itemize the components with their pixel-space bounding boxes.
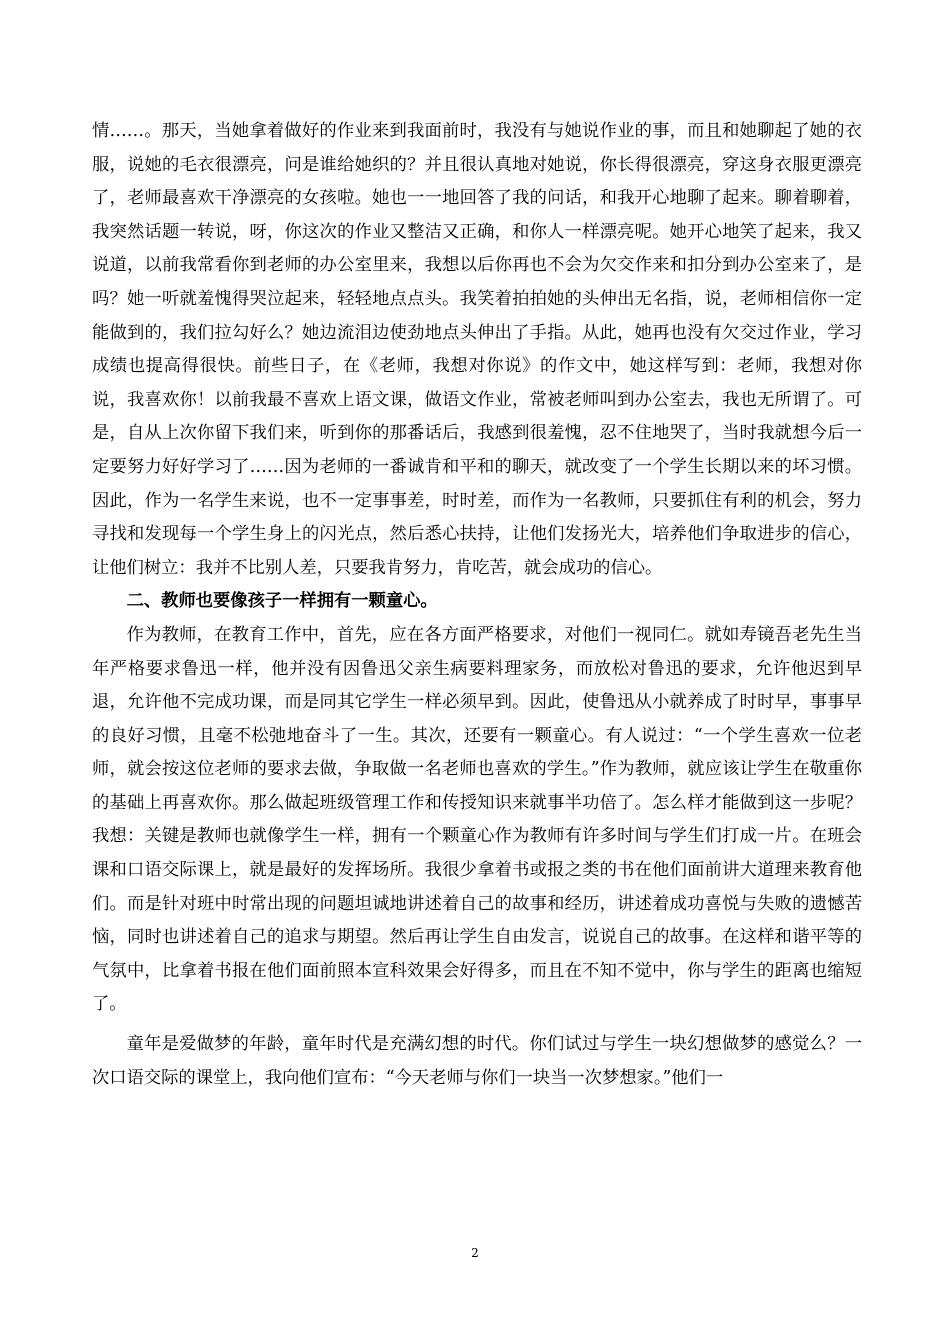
document-page bbox=[92, 115, 862, 1095]
section-heading: 二、教师也要像孩子一样拥有一颗童心。 bbox=[126, 591, 438, 612]
paragraph-3: 童年是爱做梦的年龄，童年时代是充满幻想的时代。你们试过与学生一块幻想做梦的感觉么？一次口语交际的课堂上，我向他们宣布：“今天老师与你们一块当一次梦想家。”他们一 bbox=[92, 1034, 862, 1088]
paragraph-2: 作为教师，在教育工作中，首先，应在各方面严格要求，对他们一视同仁。就如寿镜吾老先生当年严格要求鲁迅一样，他并没有因鲁迅父亲生病要料理家务，而放松对鲁迅的要求，允许他迟到早退，允许他不完成功课，而是同其它学生一样必须早到。因此，使鲁迅从小就养成了时时早，事事早的良好习惯，且毫不松弛地奋斗了一生。其次，还要有一颗童心。有人说过：“一个学生喜欢一位老师，就会按这位老师的要求去做，争取做一名老师也喜欢的学生。”作为教师，就应该让学生在敬重你的基础上再喜欢你。那么做起班级管理工作和传授知识来就事半功倍了。怎么样才能做到这一步呢？我想：关键是教师也就像学生一样，拥有一个颗童心作为教师有许多时间与学生们打成一片。在班会课和口语交际课上，就是最好的发挥场所。我很少拿着书或报之类的书在他们面前讲大道理来教育他们。而是针对班中时常出现的问题坦诚地讲述着自己的故事和经历，讲述着成功喜悦与失败的遗憾苦恼，同时也讲述着自己的追求与期望。然后再让学生自由发言，说说自己的故事。在这样和谐平等的气氛中，比拿着书报在他们面前照本宣科效果会好得多，而且在不知不觉中，你与学生的距离也缩短了。 bbox=[92, 624, 862, 1015]
paragraph-1: 情……。那天，当她拿着做好的作业来到我面前时，我没有与她说作业的事，而且和她聊起了她的衣服，说她的毛衣很漂亮，问是谁给她织的？并且很认真地对她说，你长得很漂亮，穿这身衣服更漂亮了，老师最喜欢干净漂亮的女孩啦。她也一一地回答了我的问话，和我开心地聊了起来。聊着聊着，我突然话题一转说，呀，你这次的作业又整洁又正确，和你人一样漂亮呢。她开心地笑了起来，我又说道，以前我常看你到老师的办公室里来，我想以后你再也不会为欠交作来和扣分到办公室来了，是吗？她一听就羞愧得哭泣起来，轻轻地点点头。我笑着拍拍她的头伸出无名指，说，老师相信你一定能做到的，我们拉勾好么？她边流泪边使劲地点头伸出了手指。从此，她再也没有欠交过作业，学习成绩也提高得很快。前些日子，在《老师，我想对你说》的作文中，她这样写到：老师，我想对你说，我喜欢你！以前我最不喜欢上语文课，做语文作业，常被老师叫到办公室去，我也无所谓了。可是，自从上次你留下我们来，听到你的那番话后，我感到很羞愧，忍不住地哭了，当时我就想今后一定要努力好好学习了……因为老师的一番诚肯和平和的聊天，就改变了一个学生长期以来的坏习惯。因此，作为一名学生来说，也不一定事事差，时时差，而作为一名教师，只要抓住有利的机会，努力寻找和发现每一个学生身上的闪光点，然后悉心扶持，让他们发扬光大，培养他们争取进步的信心，让他们树立：我并不比别人差，只要我肯努力，肯吃苦，就会成功的信心。 bbox=[92, 121, 862, 578]
page-number: 2 bbox=[471, 1246, 479, 1260]
